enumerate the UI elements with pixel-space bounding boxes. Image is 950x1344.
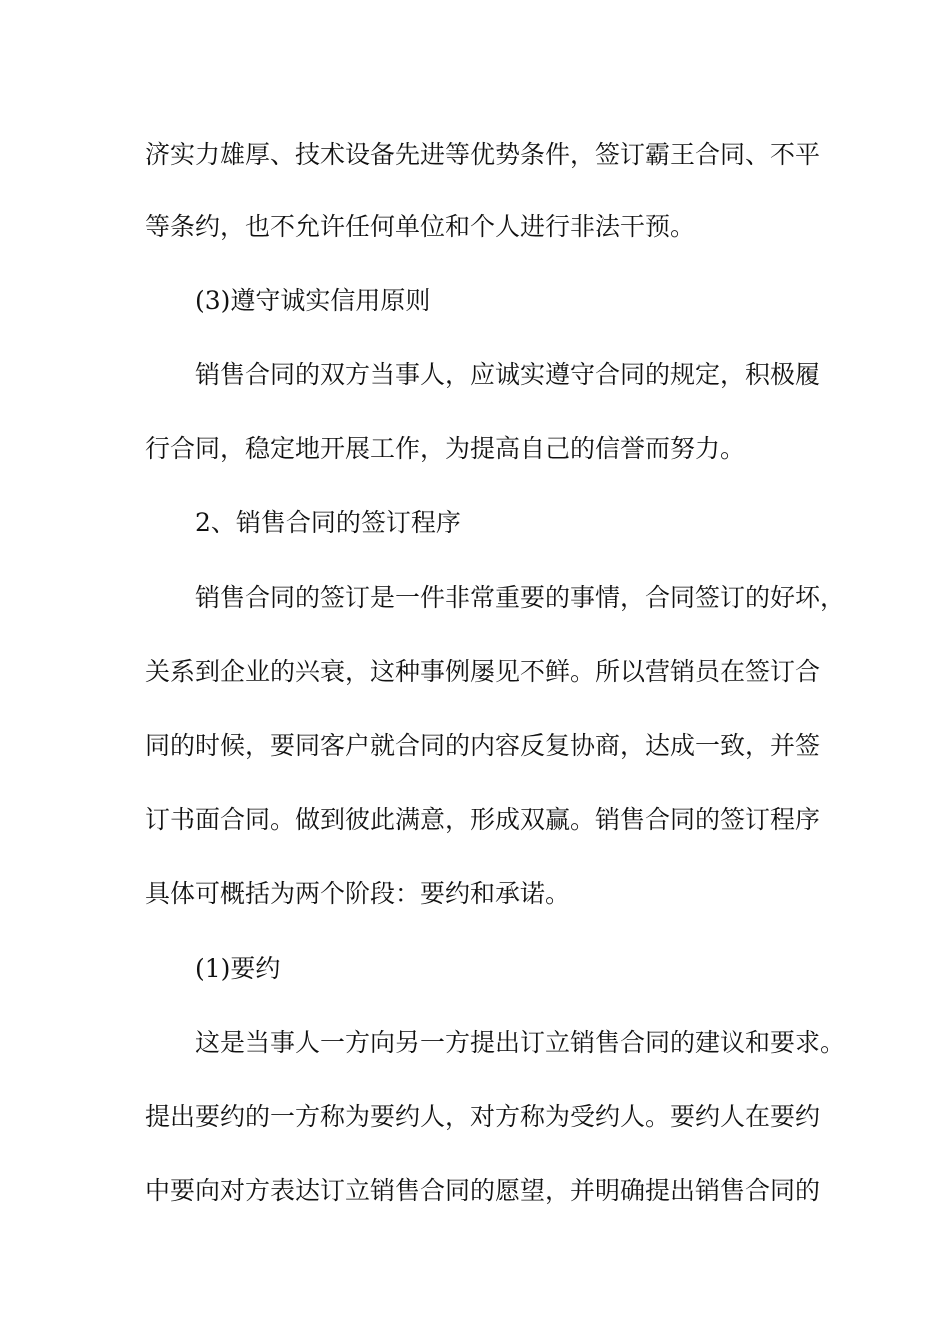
paragraph-line: 关系到企业的兴衰，这种事例屡见不鲜。所以营销员在签订合	[145, 657, 821, 686]
paragraph-line: 提出要约的一方称为要约人，对方称为受约人。要约人在要约	[145, 1102, 821, 1131]
section-heading: (3)遵守诚实信用原则	[195, 286, 431, 315]
paragraph-line: 这是当事人一方向另一方提出订立销售合同的建议和要求。	[195, 1028, 846, 1057]
paragraph-line: 等条约，也不允许任何单位和个人进行非法干预。	[145, 212, 696, 241]
paragraph-line: 销售合同的签订是一件非常重要的事情，合同签订的好坏，	[195, 583, 846, 612]
paragraph-line: 中要向对方表达订立销售合同的愿望，并明确提出销售合同的	[145, 1176, 821, 1205]
paragraph-line: 具体可概括为两个阶段：要约和承诺。	[145, 879, 571, 908]
section-heading: 2、销售合同的签订程序	[195, 508, 461, 537]
paragraph-line: 同的时候，要同客户就合同的内容反复协商，达成一致，并签	[145, 731, 821, 760]
section-heading: (1)要约	[195, 954, 281, 983]
paragraph-line: 行合同，稳定地开展工作，为提高自己的信誉而努力。	[145, 434, 746, 463]
paragraph-line: 济实力雄厚、技术设备先进等优势条件，签订霸王合同、不平	[145, 140, 821, 169]
paragraph-line: 销售合同的双方当事人，应诚实遵守合同的规定，积极履	[195, 360, 821, 389]
paragraph-line: 订书面合同。做到彼此满意，形成双赢。销售合同的签订程序	[145, 805, 821, 834]
